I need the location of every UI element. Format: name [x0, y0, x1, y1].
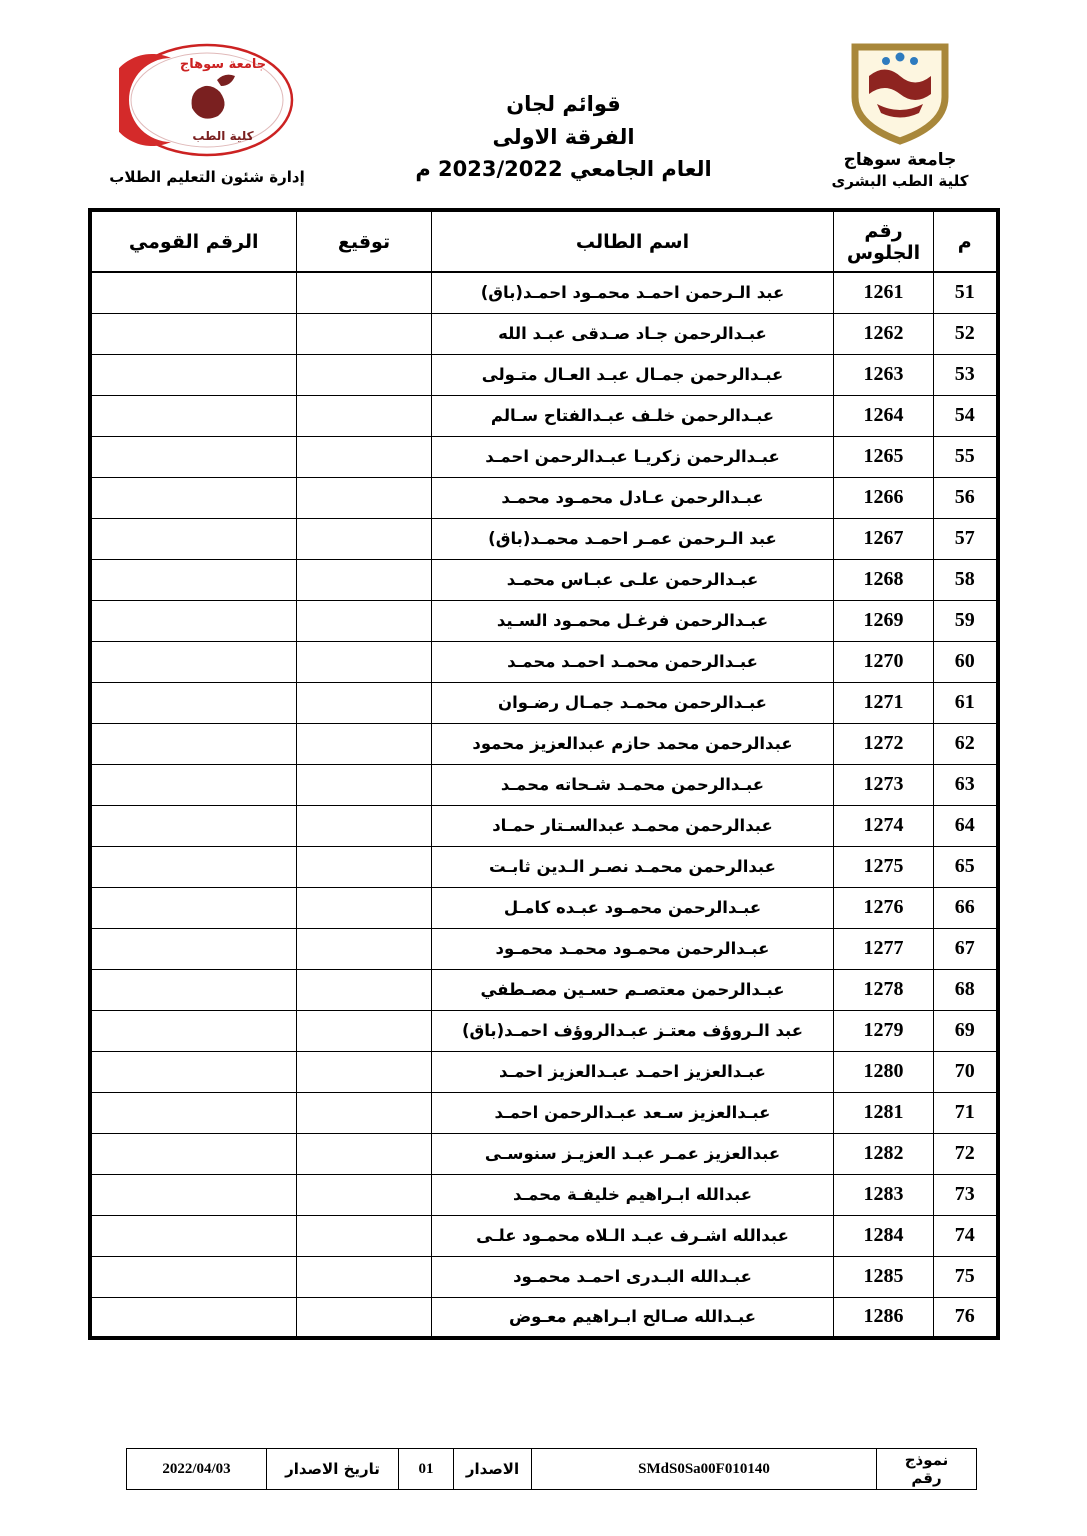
- index-cell: 74: [934, 1215, 998, 1256]
- seat-number-cell: 1279: [834, 1010, 934, 1051]
- seat-number-cell: 1276: [834, 887, 934, 928]
- seat-number-cell: 1264: [834, 395, 934, 436]
- index-cell: 65: [934, 846, 998, 887]
- university-shield-logo-icon: [847, 42, 953, 146]
- faculty-logo-bottom-text: كلية الطب: [192, 129, 254, 143]
- index-cell: 56: [934, 477, 998, 518]
- index-cell: 72: [934, 1133, 998, 1174]
- signature-cell: [297, 395, 432, 436]
- header-row: [90, 210, 998, 272]
- issue-value: 01: [399, 1449, 454, 1490]
- index-cell: 52: [934, 313, 998, 354]
- national-id-cell: [90, 1092, 297, 1133]
- student-row: [90, 1092, 998, 1133]
- student-name-cell: عبـدالله البـدرى احمـد محمـود: [432, 1256, 834, 1297]
- index-cell: 58: [934, 559, 998, 600]
- issue-date-value: 2022/04/03: [127, 1449, 267, 1490]
- signature-cell: [297, 1215, 432, 1256]
- index-cell: 71: [934, 1092, 998, 1133]
- student-row: [90, 641, 998, 682]
- national-id-cell: [90, 887, 297, 928]
- student-row: [90, 1010, 998, 1051]
- signature-cell: [297, 477, 432, 518]
- signature-cell: [297, 518, 432, 559]
- index-cell: 69: [934, 1010, 998, 1051]
- signature-cell: [297, 313, 432, 354]
- issue-date-label: تاريخ الاصدار: [267, 1449, 399, 1490]
- student-name-cell: عبـدالرحمن محمـد شـحاته محمـد: [432, 764, 834, 805]
- student-name-cell: عبدالرحمن محمـد نصـر الـدين ثابـت: [432, 846, 834, 887]
- signature-cell: [297, 969, 432, 1010]
- index-cell: 66: [934, 887, 998, 928]
- student-name-cell: عبـدالرحمن فرغـل محمـود السـيد: [432, 600, 834, 641]
- student-name-cell: عبـدالعزيز سـعد عبـدالرحمن احمـد: [432, 1092, 834, 1133]
- issue-label: الاصدار: [454, 1449, 532, 1490]
- index-cell: 51: [934, 272, 998, 313]
- national-id-cell: [90, 313, 297, 354]
- seat-number-cell: 1284: [834, 1215, 934, 1256]
- student-name-cell: عبدالرحمن محمـد عبدالسـتار حمـاد: [432, 805, 834, 846]
- seat-header-line-1: رقم: [864, 219, 903, 242]
- column-header-seat-number: [834, 210, 934, 272]
- index-cell: 53: [934, 354, 998, 395]
- university-name: جامعة سوهاج: [843, 150, 957, 170]
- signature-cell: [297, 723, 432, 764]
- index-cell: 60: [934, 641, 998, 682]
- student-row: [90, 354, 998, 395]
- signature-cell: [297, 1174, 432, 1215]
- form-number-label: نموذج رقم: [877, 1449, 977, 1490]
- index-cell: 75: [934, 1256, 998, 1297]
- national-id-cell: [90, 928, 297, 969]
- student-row: [90, 887, 998, 928]
- national-id-cell: [90, 1297, 297, 1338]
- page-header: [0, 0, 1087, 198]
- index-cell: 61: [934, 682, 998, 723]
- document-title: [322, 42, 805, 186]
- form-code-value: SMdS0Sa00F010140: [532, 1449, 877, 1490]
- column-header-national-id: الرقم القومي: [90, 210, 297, 272]
- student-name-cell: عبدالعزيز عمـر عبـد العزيـز سنوسـى: [432, 1133, 834, 1174]
- signature-cell: [297, 1133, 432, 1174]
- faculty-name: كلية الطب البشرى: [831, 172, 969, 190]
- index-cell: 68: [934, 969, 998, 1010]
- title-line-3: العام الجامعي 2023/2022 م: [415, 157, 712, 182]
- national-id-cell: [90, 1010, 297, 1051]
- title-line-2: الفرقة الاولى: [492, 124, 635, 149]
- seat-number-cell: 1275: [834, 846, 934, 887]
- seat-number-cell: 1278: [834, 969, 934, 1010]
- seat-number-cell: 1280: [834, 1051, 934, 1092]
- seat-number-cell: 1268: [834, 559, 934, 600]
- seat-number-cell: 1282: [834, 1133, 934, 1174]
- signature-cell: [297, 1051, 432, 1092]
- seat-number-cell: 1283: [834, 1174, 934, 1215]
- signature-cell: [297, 805, 432, 846]
- seat-number-cell: 1261: [834, 272, 934, 313]
- index-cell: 76: [934, 1297, 998, 1338]
- national-id-cell: [90, 1174, 297, 1215]
- seat-number-cell: 1273: [834, 764, 934, 805]
- student-row: [90, 1133, 998, 1174]
- student-name-cell: عبد الـروؤف معتـز عبـدالروؤف احمـد(باق): [432, 1010, 834, 1051]
- national-id-cell: [90, 354, 297, 395]
- student-name-cell: عبـدالرحمن خلـف عبـدالفتاح سـالم: [432, 395, 834, 436]
- students-table-header: [90, 210, 998, 272]
- student-name-cell: عبـدالرحمن معتصـم حسـين مصـطفي: [432, 969, 834, 1010]
- student-row: [90, 764, 998, 805]
- student-name-cell: عبـدالرحمن محمـود محمـد محمـود: [432, 928, 834, 969]
- student-name-cell: عبـدالرحمن جـاد صـدقى عبـد الله: [432, 313, 834, 354]
- index-cell: 63: [934, 764, 998, 805]
- signature-cell: [297, 1297, 432, 1338]
- student-row: [90, 1215, 998, 1256]
- student-name-cell: عبـدالرحمن زكريـا عبـدالرحمن احمـد: [432, 436, 834, 477]
- seat-number-cell: 1262: [834, 313, 934, 354]
- university-block: [805, 42, 995, 190]
- student-name-cell: عبـدالرحمن محمـد احمـد محمـد: [432, 641, 834, 682]
- index-cell: 67: [934, 928, 998, 969]
- student-name-cell: عبـدالرحمن محمـود عبـده كامـل: [432, 887, 834, 928]
- signature-cell: [297, 1256, 432, 1297]
- index-cell: 64: [934, 805, 998, 846]
- seat-number-cell: 1285: [834, 1256, 934, 1297]
- students-table: [88, 208, 1000, 1340]
- column-header-index: م: [934, 210, 998, 272]
- seat-number-cell: 1267: [834, 518, 934, 559]
- student-row: [90, 969, 998, 1010]
- student-row: [90, 559, 998, 600]
- seat-number-cell: 1265: [834, 436, 934, 477]
- seat-number-cell: 1266: [834, 477, 934, 518]
- national-id-cell: [90, 1051, 297, 1092]
- student-name-cell: عبدالرحمن محمد حازم عبدالعزيز محمود: [432, 723, 834, 764]
- index-cell: 55: [934, 436, 998, 477]
- student-name-cell: عبـدالرحمن جمـال عبـد العـال متـولى: [432, 354, 834, 395]
- national-id-cell: [90, 641, 297, 682]
- student-row: [90, 436, 998, 477]
- national-id-cell: [90, 395, 297, 436]
- seat-number-cell: 1263: [834, 354, 934, 395]
- signature-cell: [297, 600, 432, 641]
- student-row: [90, 682, 998, 723]
- column-header-signature: توقيع: [297, 210, 432, 272]
- student-name-cell: عبـدالرحمن عـادل محمـود محمـد: [432, 477, 834, 518]
- seat-number-cell: 1269: [834, 600, 934, 641]
- student-row: [90, 477, 998, 518]
- student-row: [90, 1174, 998, 1215]
- seat-number-cell: 1272: [834, 723, 934, 764]
- column-header-student-name: اسم الطالب: [432, 210, 834, 272]
- student-name-cell: عبـدالرحمن علـى عبـاس محمـد: [432, 559, 834, 600]
- national-id-cell: [90, 846, 297, 887]
- signature-cell: [297, 272, 432, 313]
- index-cell: 57: [934, 518, 998, 559]
- student-row: [90, 272, 998, 313]
- national-id-cell: [90, 600, 297, 641]
- student-row: [90, 928, 998, 969]
- national-id-cell: [90, 477, 297, 518]
- title-line-1: قوائم لجان: [506, 92, 621, 116]
- seat-number-cell: 1270: [834, 641, 934, 682]
- faculty-logo-top-text: جامعة سوهاج: [179, 57, 267, 72]
- student-name-cell: عبـدالرحمن محمـد جمـال رضـوان: [432, 682, 834, 723]
- signature-cell: [297, 887, 432, 928]
- students-table-body: [90, 272, 998, 1338]
- national-id-cell: [90, 1133, 297, 1174]
- signature-cell: [297, 846, 432, 887]
- index-cell: 54: [934, 395, 998, 436]
- student-row: [90, 846, 998, 887]
- student-row: [90, 600, 998, 641]
- student-name-cell: عبدالله اشـرف عبـد الـلاه محمـود علـى: [432, 1215, 834, 1256]
- signature-cell: [297, 559, 432, 600]
- national-id-cell: [90, 805, 297, 846]
- national-id-cell: [90, 559, 297, 600]
- national-id-cell: [90, 723, 297, 764]
- faculty-crescent-logo-icon: [119, 42, 295, 158]
- index-cell: 59: [934, 600, 998, 641]
- national-id-cell: [90, 764, 297, 805]
- footer-row: [127, 1449, 977, 1490]
- seat-number-cell: 1274: [834, 805, 934, 846]
- department-name: إدارة شئون التعليم الطلاب: [109, 168, 305, 186]
- seat-number-cell: 1286: [834, 1297, 934, 1338]
- signature-cell: [297, 1010, 432, 1051]
- signature-cell: [297, 436, 432, 477]
- seat-number-cell: 1281: [834, 1092, 934, 1133]
- national-id-cell: [90, 518, 297, 559]
- student-row: [90, 313, 998, 354]
- national-id-cell: [90, 1215, 297, 1256]
- student-name-cell: عبد الـرحمن عمـر احمـد محمـد(باق): [432, 518, 834, 559]
- signature-cell: [297, 764, 432, 805]
- national-id-cell: [90, 1256, 297, 1297]
- national-id-cell: [90, 682, 297, 723]
- student-row: [90, 1256, 998, 1297]
- signature-cell: [297, 354, 432, 395]
- index-cell: 62: [934, 723, 998, 764]
- signature-cell: [297, 1092, 432, 1133]
- student-row: [90, 805, 998, 846]
- department-block: [92, 42, 322, 186]
- national-id-cell: [90, 272, 297, 313]
- student-row: [90, 723, 998, 764]
- student-row: [90, 518, 998, 559]
- index-cell: 70: [934, 1051, 998, 1092]
- student-name-cell: عبدالله ابـراهيم خليفـة محمـد: [432, 1174, 834, 1215]
- seat-number-cell: 1271: [834, 682, 934, 723]
- national-id-cell: [90, 436, 297, 477]
- index-cell: 73: [934, 1174, 998, 1215]
- footer-form-info: [126, 1448, 977, 1490]
- student-name-cell: عبـدالعزيز احمـد عبـدالعزيز احمـد: [432, 1051, 834, 1092]
- seat-header-line-2: الجلوس: [846, 241, 921, 264]
- student-name-cell: عبـدالله صـالح ابـراهيم معـوض: [432, 1297, 834, 1338]
- student-name-cell: عبد الـرحمن احمـد محمـود احمـد(باق): [432, 272, 834, 313]
- national-id-cell: [90, 969, 297, 1010]
- student-row: [90, 395, 998, 436]
- student-row: [90, 1297, 998, 1338]
- seat-number-cell: 1277: [834, 928, 934, 969]
- signature-cell: [297, 682, 432, 723]
- student-row: [90, 1051, 998, 1092]
- signature-cell: [297, 641, 432, 682]
- signature-cell: [297, 928, 432, 969]
